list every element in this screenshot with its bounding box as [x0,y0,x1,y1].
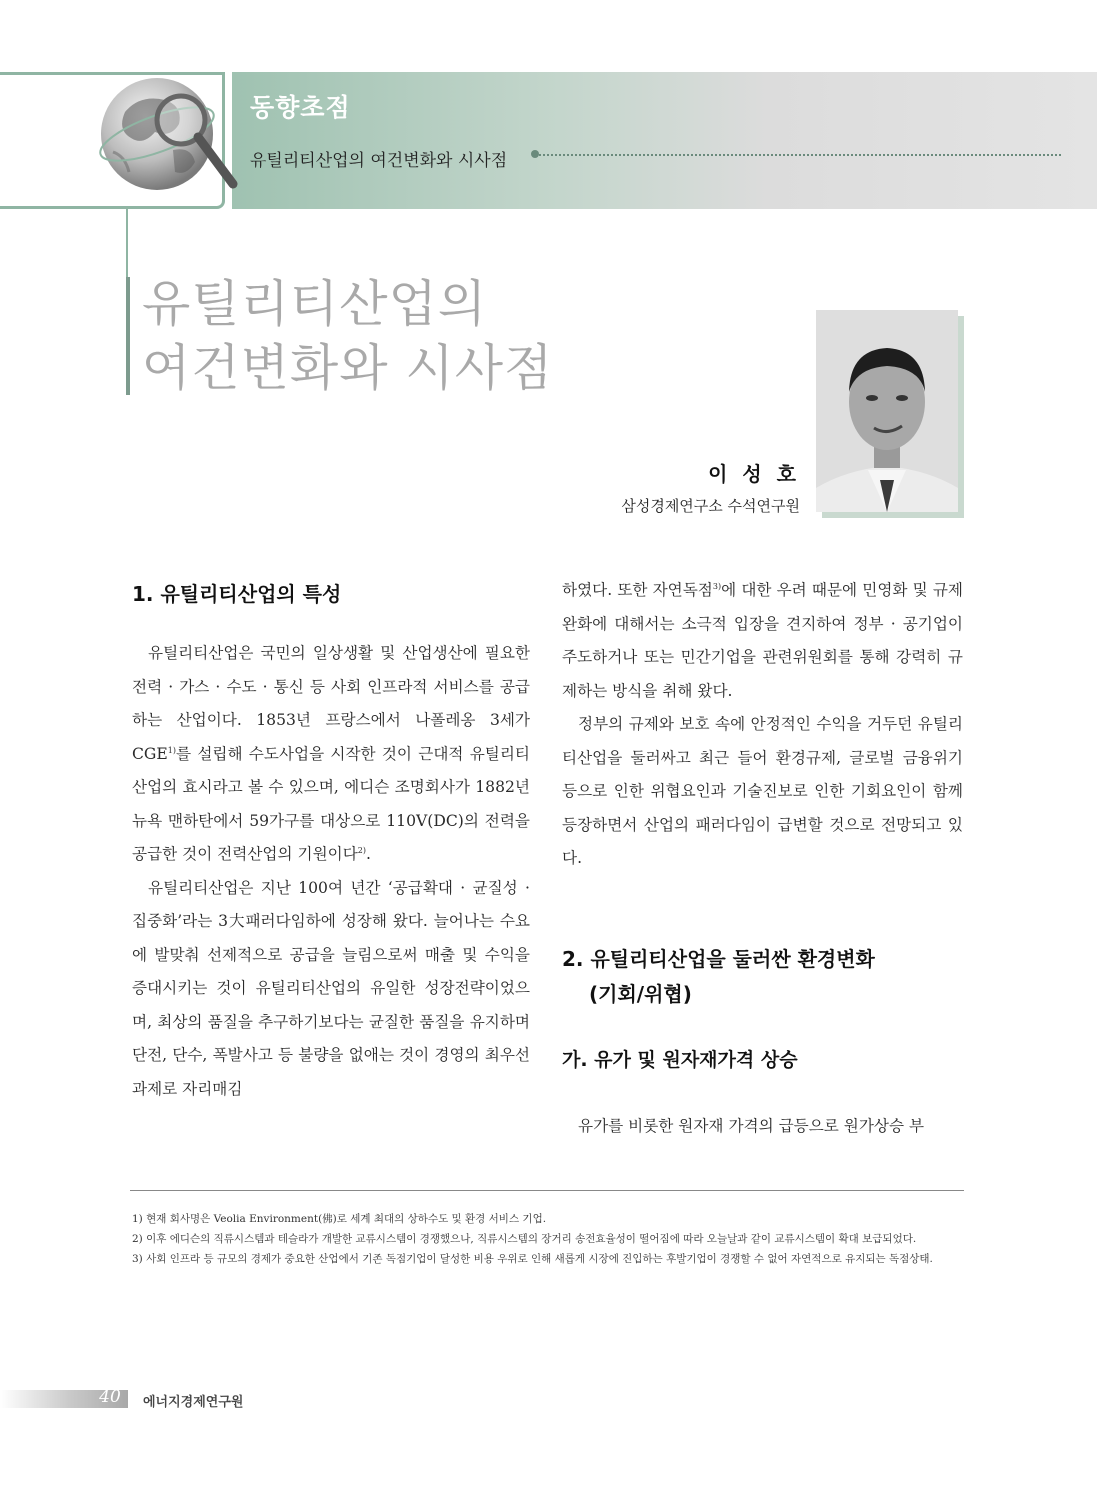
author-affiliation: 삼성경제연구소 수석연구원 [621,497,800,515]
section2-heading [562,942,875,1012]
paragraph-text: 에 대한 우려 때문에 민영화 및 규제완화에 대해서는 소극적 입장을 견지하여 정부 · 공기업이 주도하거나 또는 민간기업을 관련위원회를 통해 강력히 규제하는 방식을 취해 왔다. [562,581,963,700]
footnote-ref: 2) [357,845,366,855]
author-name: 이 성 호 [708,462,800,486]
subsection-heading: 가. 유가 및 원자재가격 상승 [562,1049,798,1071]
article-title-line2: 여건변화와 시사점 [142,339,554,397]
author-photo [816,310,958,512]
footnote-item: 3) 사회 인프라 등 규모의 경제가 중요한 산업에서 기존 독점기업이 달성한 비용 우위로 인해 새롭게 시장에 진입하는 후발기업이 경쟁할 수 없어 자연적으로 유지되는 독점상태. [132,1253,933,1265]
paragraph-text: . [365,845,371,863]
footnote-item: 2) 이후 에디슨의 직류시스템과 테슬라가 개발한 교류시스템이 경쟁했으나, 직류시스템의 장거리 송전효율성이 떨어짐에 따라 오늘날과 같이 교류시스템이 확대 보급되었다. [132,1233,917,1245]
paragraph-text: 를 설립해 수도사업을 시작한 것이 근대적 유틸리티산업의 효시라고 볼 수 있으며, 에디슨 조명회사가 1882년 뉴욕 맨하탄에서 59가구를 대상으로 110V(DC)의 전력을 공급한 것이 전력산업의 기원이다 [132,744,530,863]
section2-paragraph: 유가를 비롯한 원자재 가격의 급등으로 원가상승 부 [578,1117,925,1135]
header-band [232,72,1097,209]
paragraph-text: 유틸리티산업은 국민의 일상생활 및 산업생산에 필요한 전력 · 가스 · 수도 · 통신 등 사회 인프라적 서비스를 공급하는 산업이다. 1853년 프랑스에서 나폴레옹 3세가 CGE [132,644,530,763]
header-dotted-rule [536,154,1061,156]
body-column-right [562,574,963,876]
paragraph [562,574,963,708]
article-title-line1: 유틸리티산업의 [142,275,488,333]
section1-heading: 1. 유틸리티산업의 특성 [132,582,342,606]
paragraph-text: 하였다. 또한 자연독점 [562,581,713,599]
paragraph [132,637,530,872]
publisher-name: 에너지경제연구원 [143,1395,244,1410]
footnotes [132,1210,964,1270]
footnote-rule [130,1190,964,1191]
paragraph: 정부의 규제와 보호 속에 안정적인 수익을 거두던 유틸리티산업을 둘러싸고 최근 들어 환경규제, 글로벌 금융위기 등으로 인한 위협요인과 기술진보로 인한 기회요인이 함께 등장하면서 산업의 패러다임이 급변할 것으로 전망되고 있다. [562,715,963,867]
footnote-ref: 1) [167,745,176,755]
section2-heading-line1: 2. 유틸리티산업을 둘러싼 환경변화 [562,947,875,971]
article-title [142,272,553,400]
paragraph: 유틸리티산업은 지난 100여 년간 ‘공급확대 · 균질성 · 집중화’라는 3大패러다임하에 성장해 왔다. 늘어나는 수요에 발맞춰 선제적으로 공급을 늘림으로써 매출 및 수익을 증대시키는 것이 유틸리티산업의 유일한 성장전략이었으며, 최상의 품질을 추구하기보다는 균질한 품질을 유지하며 단전, 단수, 폭발사고 등 불량을 없애는 것이 경영의 최우선 과제로 자리매김 [132,878,530,1098]
body-column-left [132,637,530,1106]
title-accent-bar [126,277,130,395]
section2-heading-line2: (기회/위협) [589,982,692,1006]
footnote-ref: 3) [712,581,722,591]
globe-magnifier-icon [95,72,247,194]
page-number: 40 [99,1387,121,1407]
footnote-item: 1) 현재 회사명은 Veolia Environment(佛)로 세계 최대의 상하수도 및 환경 서비스 기업. [132,1213,547,1225]
header-stem-line [126,209,128,283]
header-subtitle: 유틸리티산업의 여건변화와 시사점 [250,151,508,171]
author-portrait-image [816,310,958,512]
section-label: 동향초점 [250,93,351,122]
